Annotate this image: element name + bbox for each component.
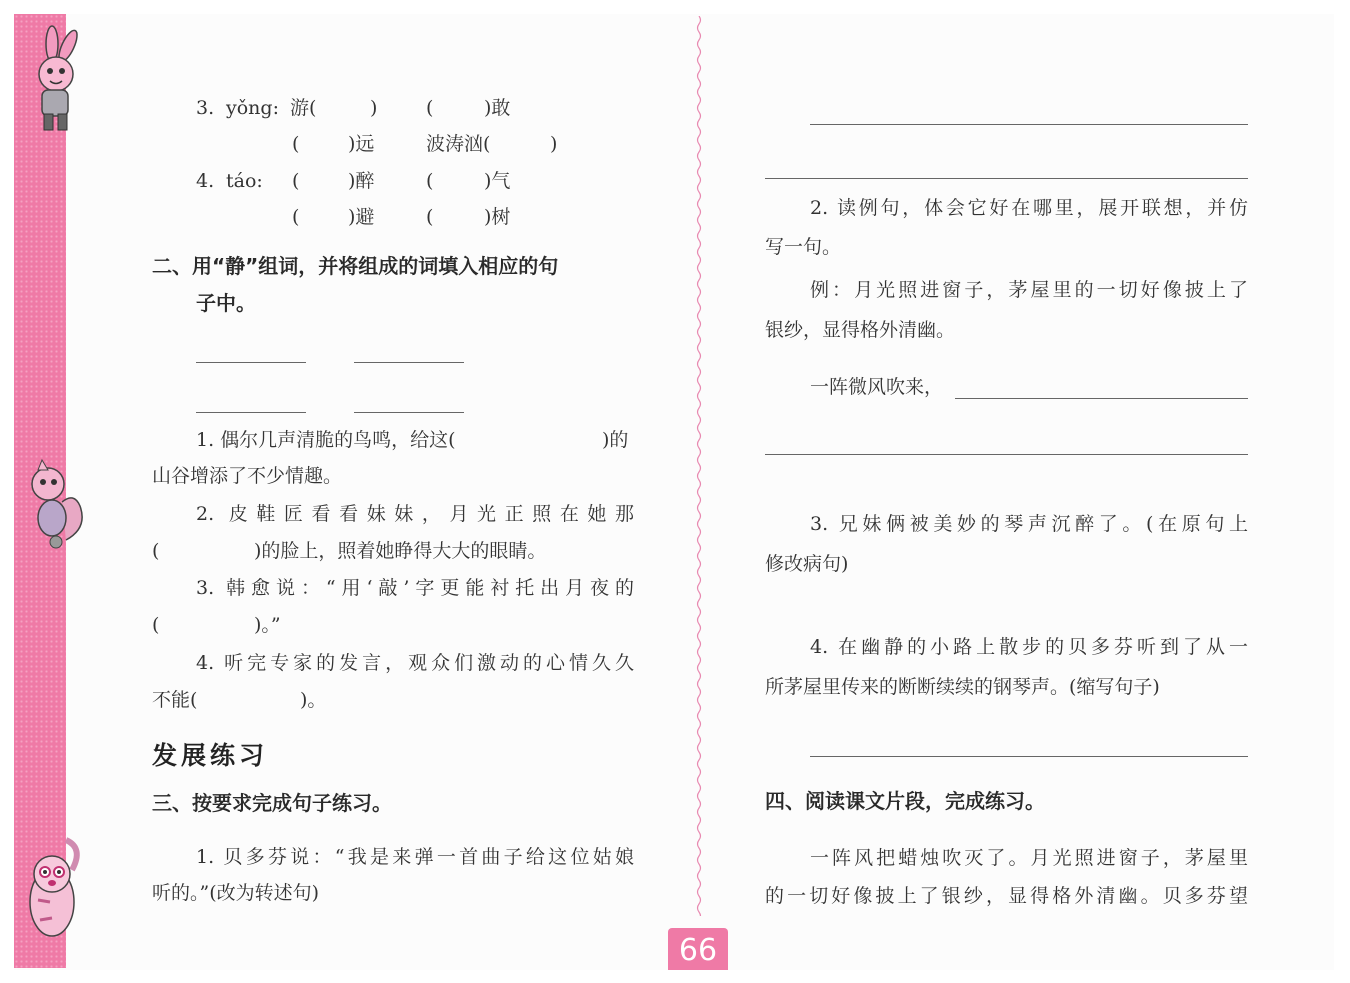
q2-text: 2. 读例句，体会它好在哪里，展开联想，并仿 [810,197,1248,219]
answer-line[interactable] [196,362,306,363]
tiger-icon [16,830,88,970]
s2-item-3-cont: )。” [254,614,281,636]
squirrel-icon [18,458,90,550]
s2-item-1: 1. 偶尔几声清脆的鸟鸣，给这( [196,429,456,451]
q3-pinyin: yǒng: [226,97,279,119]
answer-line[interactable] [955,398,1248,399]
rabbit-icon [16,24,88,136]
blank-word: )远 [348,133,375,155]
s3-item-1-cont: 听的。”(改为转述句) [152,882,320,904]
blank-left-paren: ( [426,170,434,192]
s2-item-4-paren: 不能( [152,689,198,711]
answer-line[interactable] [810,756,1248,757]
s2-item-3: 3. 韩愈说：“用‘敲’字更能衬托出月夜的 [196,577,634,599]
answer-line[interactable] [196,412,306,413]
blank-right-paren: ) [550,133,558,155]
section-3-title: 三、按要求完成句子练习。 [152,791,392,815]
answer-line[interactable] [810,124,1248,125]
q4-number: 4. [196,170,215,192]
blank-left-paren: ( [426,97,434,119]
blank-word: 波涛汹( [426,133,491,155]
q2-text-cont: 写一句。 [765,236,842,258]
answer-line[interactable] [354,412,464,413]
q4-right-text: 4. 在幽静的小路上散步的贝多芬听到了从一 [810,636,1248,658]
blank-left-paren: ( [292,206,300,228]
answer-line[interactable] [765,178,1248,179]
q3-right-text: 3. 兄妹俩被美妙的琴声沉醉了。(在原句上 [810,513,1248,535]
s2-item-1-end: )的 [602,429,629,451]
reading-passage-cont: 的一切好像披上了银纱，显得格外清幽。贝多芬望 [765,885,1248,907]
answer-line[interactable] [765,454,1248,455]
q4-pinyin: táo: [226,170,263,192]
blank-word: )醉 [348,170,375,192]
q3-right-text-cont: 修改病句) [765,553,849,575]
s2-item-2: 2. 皮鞋匠看看妹妹，月光正照在她那 [196,503,634,525]
s2-item-4: 4. 听完专家的发言，观众们激动的心情久久 [196,652,634,674]
reading-passage: 一阵风把蜡烛吹灭了。月光照进窗子，茅屋里 [810,847,1248,869]
q4-right-text-cont: 所茅屋里传来的断断续续的钢琴声。(缩写句子) [765,676,1160,698]
blank-left-paren: ( [292,170,300,192]
s2-item-2-paren: ( [152,540,160,562]
s2-item-2-cont: )的脸上，照着她睁得大大的眼睛。 [254,540,547,562]
blank-right-paren: ) [370,97,378,119]
section-2-title-cont: 子中。 [196,291,256,315]
s2-item-1-cont: 山谷增添了不少情趣。 [152,465,343,487]
page-number: 66 [668,928,728,970]
workbook-page [14,14,1334,970]
q3-number: 3. [196,97,215,119]
blank-word: )气 [484,170,511,192]
answer-line[interactable] [354,362,464,363]
blank-left-paren: ( [292,133,300,155]
blank-word: )敢 [484,97,511,119]
blank-word: )避 [348,206,375,228]
imitation-prompt: 一阵微风吹来， [810,376,944,398]
blank-left-paren: ( [426,206,434,228]
s2-item-4-cont: )。 [300,689,327,711]
page-divider [696,16,702,916]
section-2-title: 二、用“静”组词，并将组成的词填入相应的句 [152,254,559,278]
example-sentence-cont: 银纱，显得格外清幽。 [765,319,956,341]
s2-item-3-paren: ( [152,614,160,636]
example-sentence: 例：月光照进窗子，茅屋里的一切好像披上了 [810,279,1248,301]
development-practice-heading: 发展练习 [152,741,269,770]
s3-item-1: 1. 贝多芬说：“我是来弹一首曲子给这位姑娘 [196,846,634,868]
blank-word: )树 [484,206,511,228]
section-4-title: 四、阅读课文片段，完成练习。 [765,789,1045,813]
blank-left-paren: 游( [290,97,317,119]
